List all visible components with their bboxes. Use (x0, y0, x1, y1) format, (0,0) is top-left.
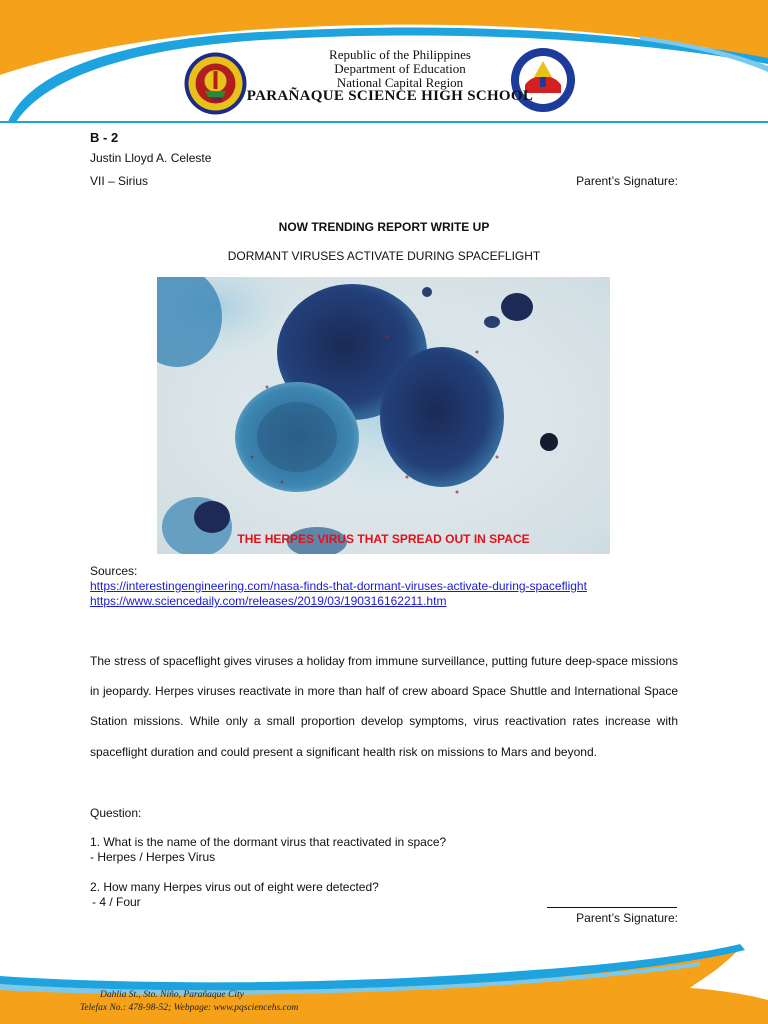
signature-line (547, 907, 677, 908)
virus-micrograph-image (157, 277, 610, 554)
header-republic: Republic of the Philippines (329, 47, 471, 62)
source-link-2[interactable]: https://www.sciencedaily.com/releases/2019/03/190316162211.htm (90, 594, 447, 608)
parent-signature-label: Parent’s Signature: (576, 174, 678, 188)
body-paragraph: The stress of spaceflight gives viruses a holiday from immune surveillance, putting future deep-space missions in jeopardy. Herpes viruses reactivate in more than half of crew aboard Space Shuttle and International Space Station missions. While only a small proportion develop symptoms, virus reactivation rates increase with spaceflight duration and could present a significant health risk on missions to Mars and beyond. (90, 654, 678, 759)
question-label: Question: (90, 806, 142, 820)
article-title: DORMANT VIRUSES ACTIVATE DURING SPACEFLIGHT (227, 249, 541, 263)
school-name: PARAÑAQUE SCIENCE HIGH SCHOOL (246, 88, 534, 104)
parent-signature-label-bottom: Parent’s Signature: (576, 911, 678, 925)
header-region: National Capital Region (336, 75, 464, 90)
footer-address: Dahlia St., Sto. Niño, Parañaque City (100, 990, 244, 1000)
micrograph-art (157, 277, 610, 554)
figure-caption: THE HERPES VIRUS THAT SPREAD OUT IN SPACE (237, 532, 530, 546)
seal-year: 1990 (210, 98, 222, 104)
question-1: 1. What is the name of the dormant virus that reactivated in space? (90, 835, 447, 849)
sources-label: Sources: (90, 564, 138, 578)
answer-2: - 4 / Four (92, 895, 141, 909)
question-2: 2. How many Herpes virus out of eight were detected? (90, 880, 379, 894)
source-link-1[interactable]: https://interestingengineering.com/nasa-finds-that-dormant-viruses-activate-during-spaceflight (90, 579, 587, 593)
footer-contact: Telefax No.: 478-98-52; Webpage: www.pqsciencehs.com (80, 1003, 299, 1013)
student-name: Justin Lloyd A. Celeste (90, 151, 212, 165)
header-department: Department of Education (334, 61, 466, 76)
report-title: NOW TRENDING REPORT WRITE UP (278, 220, 490, 234)
document-code: B - 2 (90, 130, 119, 145)
school-seal-logo (183, 51, 248, 116)
student-section: VII – Sirius (90, 174, 149, 188)
answer-1: - Herpes / Herpes Virus (90, 850, 216, 864)
